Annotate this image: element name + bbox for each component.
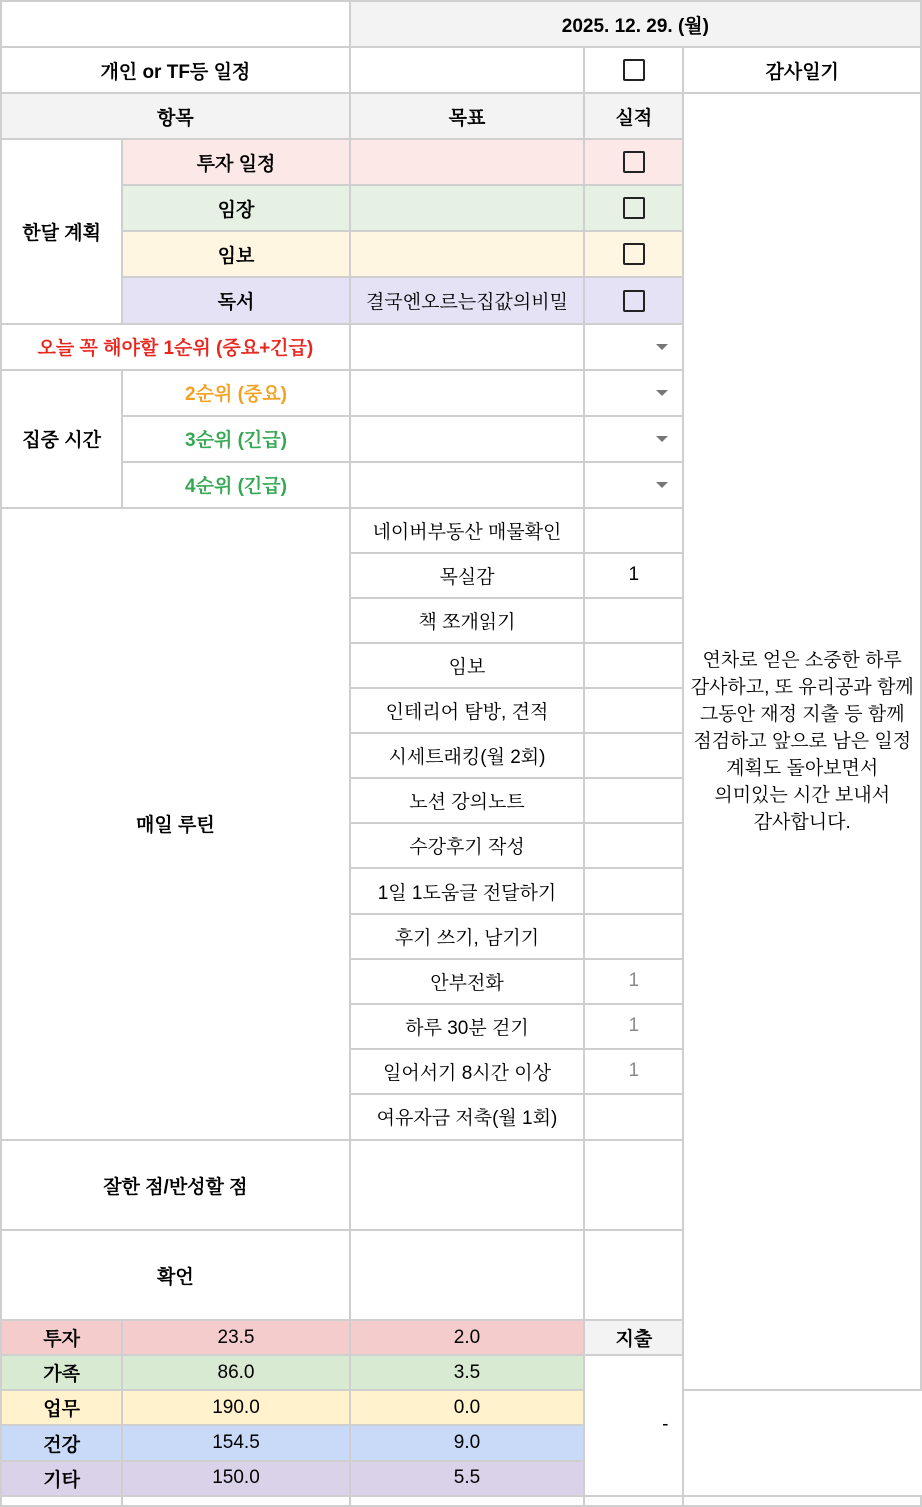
summary-category: 업무 [1,1390,122,1425]
summary-today[interactable]: 9.0 [350,1425,585,1460]
routine-goal[interactable]: 네이버부동산 매물확인 [350,508,585,553]
monthly-plan-item: 임보 [122,231,349,277]
chevron-down-icon[interactable] [656,436,668,442]
routine-result[interactable]: 1 [584,959,683,1004]
routine-goal[interactable]: 1일 1도움글 전달하기 [350,868,585,913]
monthly-plan-item: 임장 [122,185,349,231]
routine-goal[interactable]: 인테리어 탐방, 견적 [350,688,585,733]
focus-priority-goal-cell[interactable] [350,416,585,462]
bottom-spacer [584,1496,683,1506]
reflection-goal-cell[interactable] [350,1140,585,1230]
gratitude-diary-text[interactable]: 연차로 얻은 소중한 하루 감사하고, 또 유리공과 함께 그동안 재정 지출 등 함께 점검하고 앞으로 남은 일정 계획도 돌아보면서 의미있는 시간 보내서 감사합니다. [683,93,921,1390]
summary-total[interactable]: 86.0 [122,1355,349,1390]
summary-category: 가족 [1,1355,122,1390]
personal-schedule-checkbox-cell[interactable] [584,47,683,93]
checkbox-icon[interactable] [623,59,645,81]
chevron-down-icon[interactable] [656,390,668,396]
checkbox-icon[interactable] [623,290,645,312]
routine-result[interactable] [584,733,683,778]
monthly-plan-goal[interactable] [350,231,585,277]
column-header-result: 실적 [584,93,683,139]
focus-priority-dropdown[interactable] [584,416,683,462]
column-header-item: 항목 [1,93,350,139]
summary-total[interactable]: 190.0 [122,1390,349,1425]
focus-priority-label: 2순위 (중요) [122,370,349,416]
routine-result[interactable] [584,688,683,733]
summary-category: 건강 [1,1425,122,1460]
date-cell[interactable]: 2025. 12. 29. (월) [350,1,921,47]
column-header-goal: 목표 [350,93,585,139]
expense-label: 지출 [584,1320,683,1355]
routine-goal[interactable]: 노션 강의노트 [350,778,585,823]
expense-value[interactable]: - [584,1355,683,1495]
summary-total[interactable]: 150.0 [122,1461,349,1496]
routine-result[interactable] [584,508,683,553]
focus-priority-label: 3순위 (긴급) [122,416,349,462]
monthly-plan-checkbox-cell[interactable] [584,139,683,185]
focus-priority-goal-cell[interactable] [350,370,585,416]
focus-priority-label: 4순위 (긴급) [122,462,349,508]
monthly-plan-item: 독서 [122,277,349,323]
personal-schedule-goal-cell[interactable] [350,47,585,93]
routine-result[interactable]: 1 [584,1004,683,1049]
header-blank-cell[interactable] [1,1,350,47]
routine-result[interactable] [584,778,683,823]
daily-routine-label: 매일 루틴 [1,508,350,1140]
chevron-down-icon[interactable] [656,482,668,488]
affirmation-goal-cell[interactable] [350,1230,585,1320]
focus-time-label: 집중 시간 [1,370,122,508]
checkbox-icon[interactable] [623,197,645,219]
routine-goal[interactable]: 안부전화 [350,959,585,1004]
summary-today[interactable]: 3.5 [350,1355,585,1390]
routine-result[interactable] [584,914,683,959]
priority1-goal-cell[interactable] [350,324,585,370]
priority1-label: 오늘 꼭 해야할 1순위 (중요+긴급) [1,324,350,370]
routine-goal[interactable]: 시세트래킹(월 2회) [350,733,585,778]
monthly-plan-checkbox-cell[interactable] [584,185,683,231]
gratitude-diary-label: 감사일기 [683,47,921,93]
routine-goal[interactable]: 하루 30분 걷기 [350,1004,585,1049]
summary-today[interactable]: 0.0 [350,1390,585,1425]
priority1-dropdown[interactable] [584,324,683,370]
monthly-plan-checkbox-cell[interactable] [584,231,683,277]
monthly-plan-goal[interactable]: 결국엔오르는집값의비밀 [350,277,585,323]
focus-priority-dropdown[interactable] [584,370,683,416]
personal-schedule-label: 개인 or TF등 일정 [1,47,350,93]
monthly-plan-goal[interactable] [350,139,585,185]
affirmation-label: 확언 [1,1230,350,1320]
routine-result[interactable]: 1 [584,1049,683,1094]
routine-result[interactable] [584,598,683,643]
routine-result[interactable] [584,643,683,688]
reflection-result-cell[interactable] [584,1140,683,1230]
reflection-label: 잘한 점/반성할 점 [1,1140,350,1230]
monthly-plan-checkbox-cell[interactable] [584,277,683,323]
bottom-spacer [350,1496,585,1506]
summary-category: 투자 [1,1320,122,1355]
summary-total[interactable]: 154.5 [122,1425,349,1460]
routine-goal[interactable]: 일어서기 8시간 이상 [350,1049,585,1094]
summary-today[interactable]: 2.0 [350,1320,585,1355]
checkbox-icon[interactable] [623,243,645,265]
summary-category: 기타 [1,1461,122,1496]
affirmation-result-cell[interactable] [584,1230,683,1320]
monthly-plan-goal[interactable] [350,185,585,231]
routine-result[interactable] [584,868,683,913]
routine-goal[interactable]: 수강후기 작성 [350,823,585,868]
routine-goal[interactable]: 임보 [350,643,585,688]
focus-priority-dropdown[interactable] [584,462,683,508]
chevron-down-icon[interactable] [656,344,668,350]
summary-total[interactable]: 23.5 [122,1320,349,1355]
routine-goal[interactable]: 후기 쓰기, 남기기 [350,914,585,959]
checkbox-icon[interactable] [623,151,645,173]
focus-priority-goal-cell[interactable] [350,462,585,508]
routine-result[interactable]: 1 [584,553,683,598]
bottom-spacer [122,1496,349,1506]
routine-result[interactable] [584,823,683,868]
monthly-plan-item: 투자 일정 [122,139,349,185]
routine-goal[interactable]: 책 쪼개읽기 [350,598,585,643]
bottom-spacer [683,1496,921,1506]
monthly-plan-label: 한달 계획 [1,139,122,323]
bottom-spacer [1,1496,122,1506]
routine-goal[interactable]: 목실감 [350,553,585,598]
routine-result[interactable] [584,1094,683,1140]
routine-goal[interactable]: 여유자금 저축(월 1회) [350,1094,585,1140]
summary-today[interactable]: 5.5 [350,1461,585,1496]
